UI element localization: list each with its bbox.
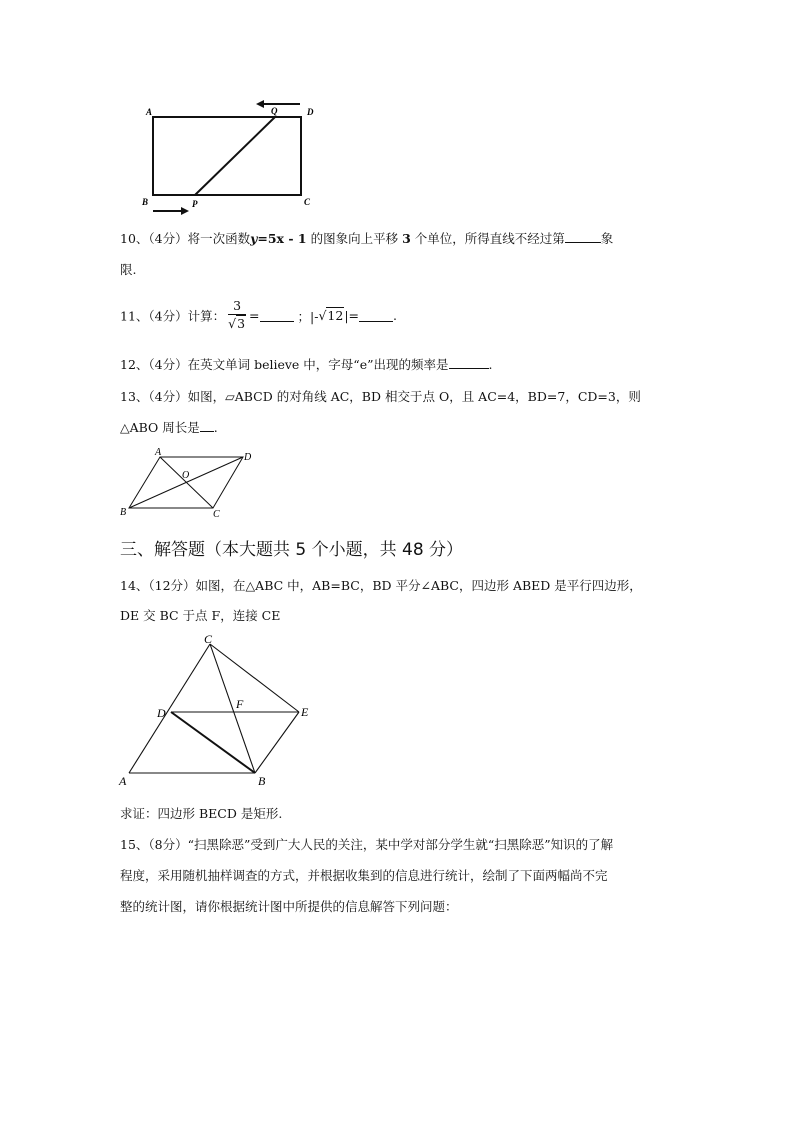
- q11-prefix: 11、（4分）计算：: [120, 308, 226, 324]
- label-b: B: [258, 774, 266, 788]
- rectangle-abcd: [153, 117, 301, 195]
- question-10-line2: 限.: [120, 262, 137, 277]
- segment-pq: [195, 117, 275, 195]
- parallelogram-figure: [115, 445, 265, 520]
- q13-prefix: △ABO 周长是: [120, 420, 200, 435]
- question-15: 15、（8分）“扫黑除恶”受到广大人民的关注，某中学对部分学生就“扫黑除恶”知识的了解: [120, 837, 614, 852]
- label-d: D: [307, 107, 314, 117]
- q11-end: |=: [344, 308, 360, 323]
- q10-number: 3: [402, 231, 411, 246]
- answer-blank-11a[interactable]: [260, 309, 294, 322]
- answer-blank-12[interactable]: [449, 356, 489, 369]
- q10-suffix: 的图象向上平移: [310, 231, 399, 246]
- question-15-line2: 程度，采用随机抽样调查的方式，并根据收集到的信息进行统计，绘制了下面两幅尚不完: [120, 868, 608, 883]
- label-a: A: [146, 107, 153, 117]
- diagonal-bd: [129, 457, 243, 508]
- label-d: D: [244, 452, 252, 463]
- label-q: Q: [271, 106, 278, 116]
- q10-func: y: [250, 231, 258, 246]
- label-d: D: [157, 706, 166, 720]
- label-c: C: [304, 197, 311, 207]
- answer-blank-10[interactable]: [565, 230, 601, 243]
- label-o: O: [182, 470, 190, 481]
- label-a: A: [119, 774, 127, 788]
- label-b: B: [120, 507, 127, 518]
- question-13: 13、（4分）如图，▱ABCD 的对角线 AC，BD 相交于点 O，且 AC=4，BD=7，CD=3，则: [120, 389, 641, 404]
- triangle-figure: [115, 632, 325, 792]
- segment-ac: [129, 644, 210, 773]
- segment-eb: [255, 712, 299, 773]
- fraction-numerator: 3: [228, 298, 246, 315]
- segment-bc: [210, 644, 255, 773]
- question-14-line2: DE 交 BC 于点 F，连接 CE: [120, 608, 281, 623]
- q10-rest: 个单位，所得直线不经过第: [414, 231, 565, 246]
- segment-ce: [210, 644, 299, 712]
- section-heading: 三、解答题（本大题共 5 个小题，共 48 分）: [120, 540, 464, 560]
- arrowhead-p: [181, 207, 189, 215]
- arrowhead-q: [256, 100, 264, 108]
- q10-equation: =5x - 1: [257, 231, 307, 246]
- fraction-denominator: √3: [228, 316, 246, 331]
- question-13-line2: △ABO 周长是 .: [120, 420, 218, 435]
- fraction: [228, 298, 246, 333]
- question-11: 11、（4分）计算： $\frac{3}{√3}$ = ；|-√12|= .: [120, 298, 397, 331]
- question-10: [120, 229, 613, 247]
- answer-blank-11b[interactable]: [359, 309, 393, 322]
- q10-end: 象: [600, 231, 614, 246]
- q11-separator: ；|-: [297, 308, 319, 324]
- q10-prefix: 10、（4分）将一次函数: [120, 231, 251, 246]
- question-12: 12、（4分）在英文单词 believe 中，字母“e”出现的频率是 .: [120, 357, 493, 372]
- question-15-line3: 整的统计图，请你根据统计图中所提供的信息解答下列问题：: [120, 899, 458, 914]
- rectangle-figure: [135, 95, 325, 220]
- question-14-prove: 求证：四边形 BECD 是矩形.: [120, 806, 283, 821]
- label-p: P: [192, 199, 198, 209]
- label-b: B: [142, 197, 149, 207]
- label-f: F: [236, 697, 244, 711]
- q11-equals: =: [249, 308, 260, 323]
- question-14: 14、（12分）如图，在△ABC 中，AB=BC，BD 平分∠ABC，四边形 ABED 是平行四边形，: [120, 578, 642, 593]
- segment-db: [171, 712, 255, 773]
- answer-blank-13[interactable]: [200, 419, 214, 432]
- label-e: E: [301, 705, 309, 719]
- label-c: C: [213, 509, 220, 520]
- label-a: A: [155, 447, 162, 458]
- sqrt-12: √12: [318, 308, 344, 323]
- q12-text: 12、（4分）在英文单词 believe 中，字母“e”出现的频率是: [120, 357, 449, 372]
- label-c: C: [204, 632, 213, 646]
